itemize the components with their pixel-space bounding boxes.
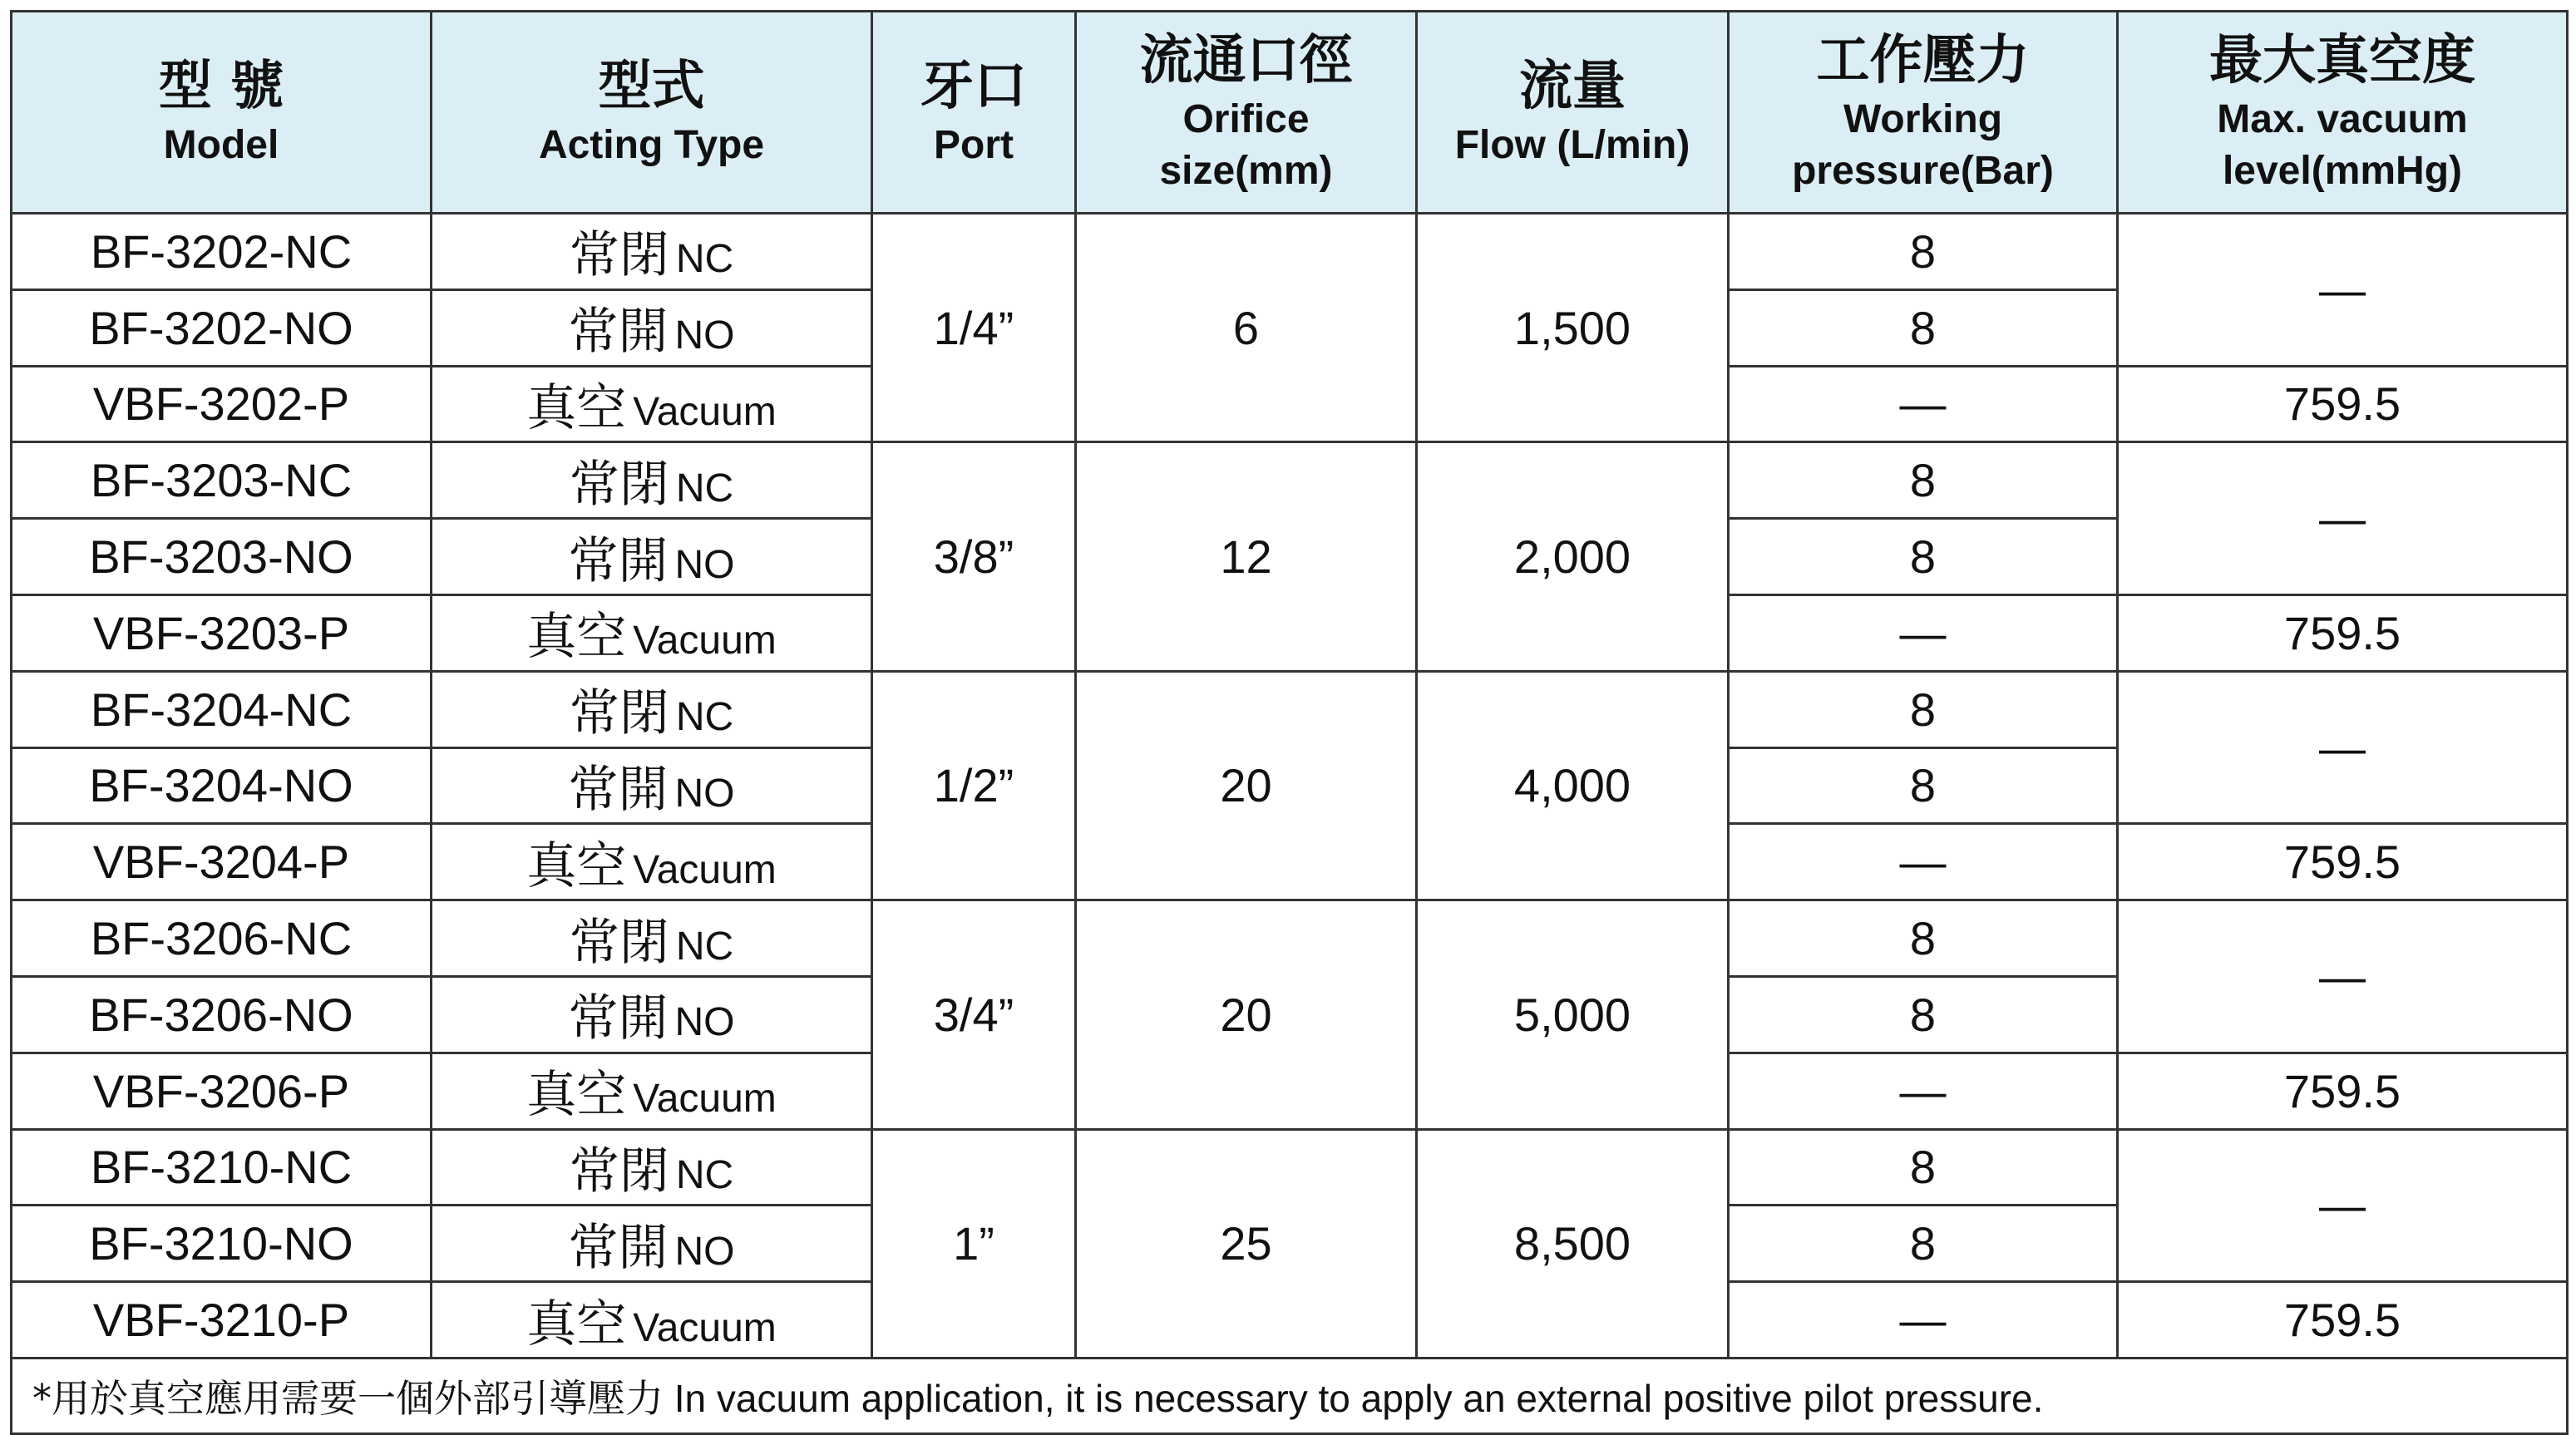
acting-type-cell bbox=[432, 289, 872, 366]
acting-type-en: NO bbox=[674, 771, 735, 816]
acting-type-cell bbox=[432, 824, 872, 900]
model-cell: BF-3203-NO bbox=[12, 519, 432, 595]
working-pressure-cell: 8 bbox=[1729, 747, 2118, 824]
max-vacuum-cell: 759.5 bbox=[2118, 1282, 2568, 1359]
model-cell: BF-3210-NO bbox=[12, 1206, 432, 1282]
acting-type-cell bbox=[432, 594, 872, 671]
acting-type-en: NC bbox=[675, 695, 734, 740]
max-vacuum-cell: — bbox=[2118, 671, 2568, 824]
port-cell: 1/4” bbox=[872, 214, 1076, 442]
acting-type-cell bbox=[432, 1053, 872, 1129]
working-pressure-cell: 8 bbox=[1729, 1206, 2118, 1282]
table-row bbox=[12, 900, 2568, 977]
working-pressure-cell: 8 bbox=[1729, 289, 2118, 366]
max-vacuum-cell: 759.5 bbox=[2118, 366, 2568, 442]
orifice-cell: 20 bbox=[1076, 900, 1417, 1129]
table-row bbox=[12, 442, 2568, 519]
acting-type-zh: 常閉 bbox=[569, 1142, 669, 1201]
header-model: 型 號 Model bbox=[12, 12, 432, 214]
acting-type-en: NO bbox=[674, 313, 735, 358]
working-pressure-cell: 8 bbox=[1729, 519, 2118, 595]
max-vacuum-cell: 759.5 bbox=[2118, 824, 2568, 900]
working-pressure-cell: 8 bbox=[1729, 976, 2118, 1053]
acting-type-en: Vacuum bbox=[633, 389, 777, 434]
acting-type-en: Vacuum bbox=[633, 847, 777, 892]
max-vacuum-cell: — bbox=[2118, 214, 2568, 367]
acting-type-cell bbox=[432, 900, 872, 977]
working-pressure-cell: 8 bbox=[1729, 900, 2118, 977]
model-cell: BF-3203-NC bbox=[12, 442, 432, 519]
max-vacuum-cell: — bbox=[2118, 442, 2568, 595]
max-vacuum-cell: 759.5 bbox=[2118, 594, 2568, 671]
model-cell: BF-3210-NC bbox=[12, 1129, 432, 1206]
working-pressure-cell: 8 bbox=[1729, 671, 2118, 747]
model-cell: VBF-3206-P bbox=[12, 1053, 432, 1129]
header-row bbox=[12, 12, 2568, 214]
acting-type-zh: 常開 bbox=[568, 303, 669, 362]
header-max-vacuum: 最大真空度 Max. vacuum level(mmHg) bbox=[2118, 12, 2568, 214]
acting-type-en: NO bbox=[674, 542, 735, 587]
acting-type-zh: 真空 bbox=[526, 1066, 627, 1125]
orifice-cell: 20 bbox=[1076, 671, 1417, 900]
flow-cell: 8,500 bbox=[1417, 1129, 1729, 1358]
working-pressure-cell: — bbox=[1729, 824, 2118, 900]
acting-type-cell bbox=[432, 1129, 872, 1206]
flow-cell: 1,500 bbox=[1417, 214, 1729, 442]
acting-type-en: NC bbox=[675, 924, 734, 969]
model-cell: VBF-3204-P bbox=[12, 824, 432, 900]
acting-type-zh: 真空 bbox=[526, 1294, 627, 1354]
acting-type-en: Vacuum bbox=[633, 1077, 777, 1122]
acting-type-zh: 真空 bbox=[526, 836, 627, 895]
table-row bbox=[12, 214, 2568, 290]
acting-type-cell bbox=[432, 976, 872, 1053]
max-vacuum-cell: 759.5 bbox=[2118, 1053, 2568, 1129]
working-pressure-cell: 8 bbox=[1729, 214, 2118, 290]
acting-type-cell bbox=[432, 1206, 872, 1282]
acting-type-zh: 常閉 bbox=[569, 226, 669, 285]
footnote bbox=[12, 1359, 2568, 1434]
acting-type-zh: 真空 bbox=[526, 378, 627, 437]
port-cell: 3/4” bbox=[872, 900, 1076, 1129]
acting-type-zh: 常開 bbox=[568, 989, 669, 1048]
model-cell: BF-3206-NO bbox=[12, 976, 432, 1053]
working-pressure-cell: — bbox=[1729, 594, 2118, 671]
port-cell: 3/8” bbox=[872, 442, 1076, 671]
working-pressure-cell: — bbox=[1729, 1053, 2118, 1129]
acting-type-zh: 常開 bbox=[568, 760, 669, 819]
acting-type-cell bbox=[432, 1282, 872, 1359]
header-orifice: 流通口徑 Orifice size(mm) bbox=[1076, 12, 1417, 214]
model-cell: VBF-3210-P bbox=[12, 1282, 432, 1359]
orifice-cell: 12 bbox=[1076, 442, 1417, 671]
acting-type-en: NC bbox=[675, 1152, 734, 1197]
header-flow: 流量 Flow (L/min) bbox=[1417, 12, 1729, 214]
working-pressure-cell: — bbox=[1729, 366, 2118, 442]
working-pressure-cell: — bbox=[1729, 1282, 2118, 1359]
model-cell: BF-3204-NO bbox=[12, 747, 432, 824]
acting-type-cell bbox=[432, 519, 872, 595]
spec-table bbox=[10, 10, 2569, 1435]
orifice-cell: 25 bbox=[1076, 1129, 1417, 1358]
max-vacuum-cell: — bbox=[2118, 1129, 2568, 1282]
footnote-zh: *用於真空應用需要一個外部引導壓力 bbox=[32, 1376, 664, 1421]
header-working-pressure: 工作壓力 Working pressure(Bar) bbox=[1729, 12, 2118, 214]
port-cell: 1” bbox=[872, 1129, 1076, 1358]
header-port: 牙口 Port bbox=[872, 12, 1076, 214]
acting-type-en: NC bbox=[675, 466, 734, 510]
model-cell: VBF-3202-P bbox=[12, 366, 432, 442]
spec-body bbox=[12, 214, 2568, 1359]
acting-type-en: NO bbox=[674, 1229, 735, 1274]
acting-type-en: Vacuum bbox=[633, 619, 777, 663]
acting-type-cell bbox=[432, 366, 872, 442]
model-cell: BF-3202-NC bbox=[12, 214, 432, 290]
model-cell: VBF-3203-P bbox=[12, 594, 432, 671]
model-cell: BF-3204-NC bbox=[12, 671, 432, 747]
orifice-cell: 6 bbox=[1076, 214, 1417, 442]
working-pressure-cell: 8 bbox=[1729, 442, 2118, 519]
model-cell: BF-3206-NC bbox=[12, 900, 432, 977]
acting-type-zh: 常開 bbox=[568, 531, 669, 590]
max-vacuum-cell: — bbox=[2118, 900, 2568, 1053]
footnote-en: In vacuum application, it is necessary to apply an external positive pilot pressure. bbox=[674, 1377, 2044, 1420]
acting-type-zh: 常開 bbox=[568, 1218, 669, 1277]
acting-type-cell bbox=[432, 442, 872, 519]
acting-type-zh: 真空 bbox=[526, 608, 627, 667]
acting-type-cell bbox=[432, 671, 872, 747]
header-acting-type: 型式 Acting Type bbox=[432, 12, 872, 214]
model-cell: BF-3202-NO bbox=[12, 289, 432, 366]
flow-cell: 2,000 bbox=[1417, 442, 1729, 671]
table-row bbox=[12, 671, 2568, 747]
acting-type-zh: 常閉 bbox=[569, 684, 669, 743]
flow-cell: 5,000 bbox=[1417, 900, 1729, 1129]
acting-type-zh: 常閉 bbox=[569, 913, 669, 972]
acting-type-en: NC bbox=[675, 237, 734, 282]
table-row bbox=[12, 1129, 2568, 1206]
acting-type-en: Vacuum bbox=[633, 1305, 777, 1350]
acting-type-en: NO bbox=[674, 1000, 735, 1045]
acting-type-cell bbox=[432, 214, 872, 290]
working-pressure-cell: 8 bbox=[1729, 1129, 2118, 1206]
acting-type-zh: 常閉 bbox=[569, 455, 669, 514]
port-cell: 1/2” bbox=[872, 671, 1076, 900]
flow-cell: 4,000 bbox=[1417, 671, 1729, 900]
acting-type-cell bbox=[432, 747, 872, 824]
footnote-row bbox=[12, 1359, 2568, 1434]
